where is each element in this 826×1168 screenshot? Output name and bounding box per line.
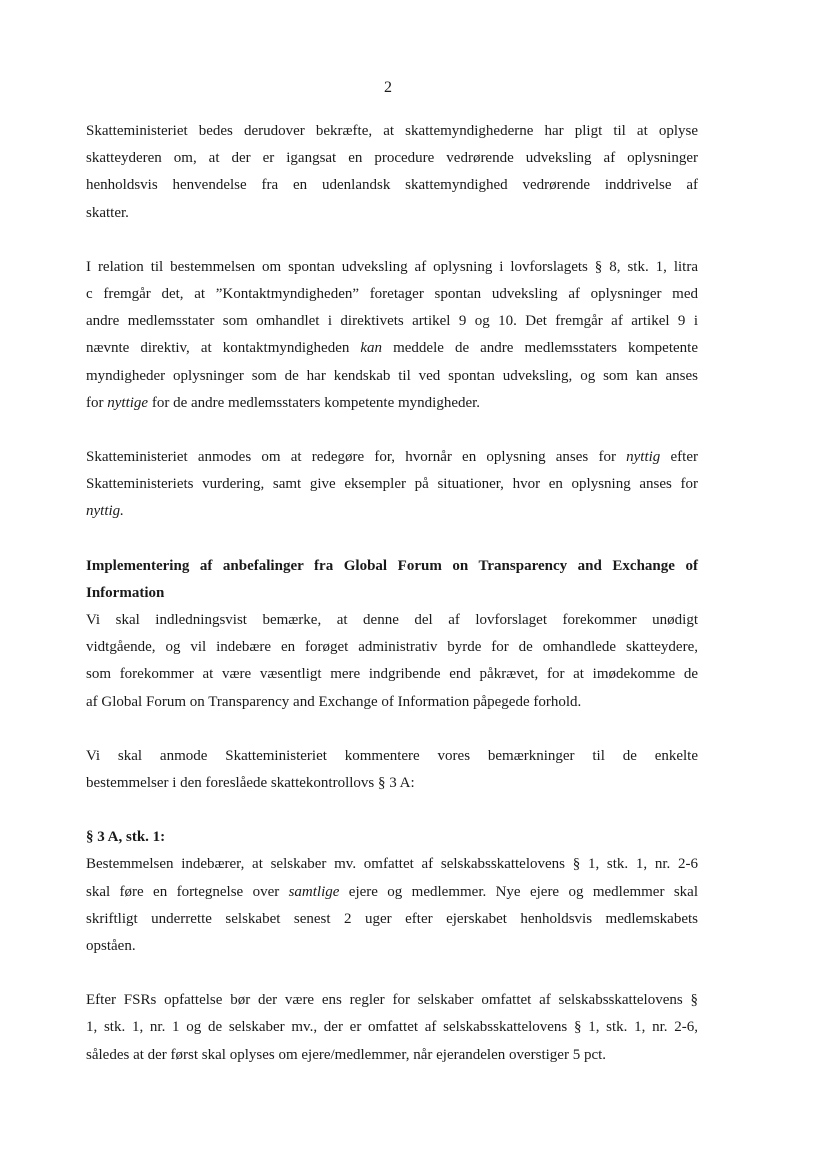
text-line: opståen. xyxy=(86,938,136,955)
text-line: skriftligt underrette selskabet senest 2 uger efter ejerskabet henholdsvis medlemskabets xyxy=(86,910,698,927)
emphasis-nyttig: nyttig xyxy=(626,449,661,466)
text-line: således at der først skal oplyses om ejere/medlemmer, når ejerandelen overstiger 5 pct. xyxy=(86,1046,607,1063)
text-line: for nyttige for de andre medlemsstaters kompetente myndigheder. xyxy=(86,394,481,411)
text-line: vidtgående, og vil indebære en forøget administrativ byrde for de omhandlede skatteydere, xyxy=(86,639,698,656)
text-line: Vi skal anmode Skatteministeriet kommentere vores bemærkninger til de enkelte xyxy=(86,747,698,764)
text-line: Bestemmelsen indebærer, at selskaber mv. omfattet af selskabsskattelovens § 1, stk. 1, nr. 2-6 xyxy=(86,856,698,873)
paragraph-administrative-burden xyxy=(86,607,698,716)
paragraph-fsr-opinion xyxy=(86,987,698,1069)
text-line: bestemmelser i den foreslåede skattekontrollovs § 3 A: xyxy=(86,775,415,792)
text-line: som forekommer at være væsentligt mere indgribende end påkrævet, for at imødekomme de xyxy=(86,666,698,683)
text-line: Vi skal indledningsvist bemærke, at denne del af lovforslaget forekommer unødigt xyxy=(86,612,698,629)
section-heading-3a-stk1 xyxy=(86,824,698,851)
text-line: 1, stk. 1, nr. 1 og de selskaber mv., der er omfattet af selskabsskattelovens § 1, stk. 1, nr. 2-6, xyxy=(86,1019,698,1036)
text-line: Skatteministeriets vurdering, samt give eksempler på situationer, hvor en oplysning anses for xyxy=(86,476,698,493)
emphasis-nyttige: nyttige xyxy=(107,394,149,411)
emphasis-kan: kan xyxy=(360,340,383,357)
text-line: Skatteministeriet anmodes om at redegøre for, hvornår en oplysning anses for nyttig efter xyxy=(86,449,698,466)
text-line: andre medlemsstater som omhandlet i direktivets artikel 9 og 10. Det fremgår af artikel 9 i xyxy=(86,313,698,330)
heading-line: § 3 A, stk. 1: xyxy=(86,829,166,846)
paragraph-owner-register xyxy=(86,851,698,960)
text-line: skal føre en fortegnelse over samtlige ejere og medlemmer. Nye ejere og medlemmer skal xyxy=(86,883,698,900)
text-line: nævnte direktiv, at kontaktmyndigheden kan meddele de andre medlemsstaters kompetente xyxy=(86,340,698,357)
paragraph-confirmation-request xyxy=(86,118,698,227)
paragraph-comment-request xyxy=(86,743,698,797)
section-heading-global-forum xyxy=(86,553,698,607)
text-line: Efter FSRs opfattelse bør der være ens regler for selskaber omfattet af selskabsskattelovens § xyxy=(86,992,698,1009)
text-line: c fremgår det, at ”Kontaktmyndigheden” foretager spontan udveksling af oplysninger med xyxy=(86,286,698,303)
text-line: skatteyderen om, at der er igangsat en procedure vedrørende udveksling af oplysninger xyxy=(86,150,698,167)
text-line xyxy=(86,498,698,525)
heading-line: Implementering af anbefalinger fra Global Forum on Transparency and Exchange of xyxy=(86,557,698,574)
text-line: Skatteministeriet bedes derudover bekræfte, at skattemyndighederne har pligt til at oplyse xyxy=(86,123,698,139)
text-line: myndigheder oplysninger som de har kendskab til ved spontan udveksling, og som kan anses xyxy=(86,367,698,384)
heading-line: Information xyxy=(86,584,165,601)
text-line: skatter. xyxy=(86,204,129,221)
text-line: af Global Forum on Transparency and Exchange of Information påpegede forhold. xyxy=(86,693,582,710)
paragraph-spontaneous-exchange xyxy=(86,254,698,417)
emphasis-nyttig: nyttig. xyxy=(86,503,124,520)
document-body xyxy=(86,118,698,1069)
text-line: henholdsvis henvendelse fra en udenlandsk skattemyndighed vedrørende inddrivelse af xyxy=(86,177,698,194)
emphasis-samtlige: samtlige xyxy=(288,883,340,900)
paragraph-useful-definition xyxy=(86,444,698,526)
text-line: I relation til bestemmelsen om spontan udveksling af oplysning i lovforslagets § 8, stk. 1, litra xyxy=(86,258,698,275)
page-number: 2 xyxy=(384,79,392,96)
